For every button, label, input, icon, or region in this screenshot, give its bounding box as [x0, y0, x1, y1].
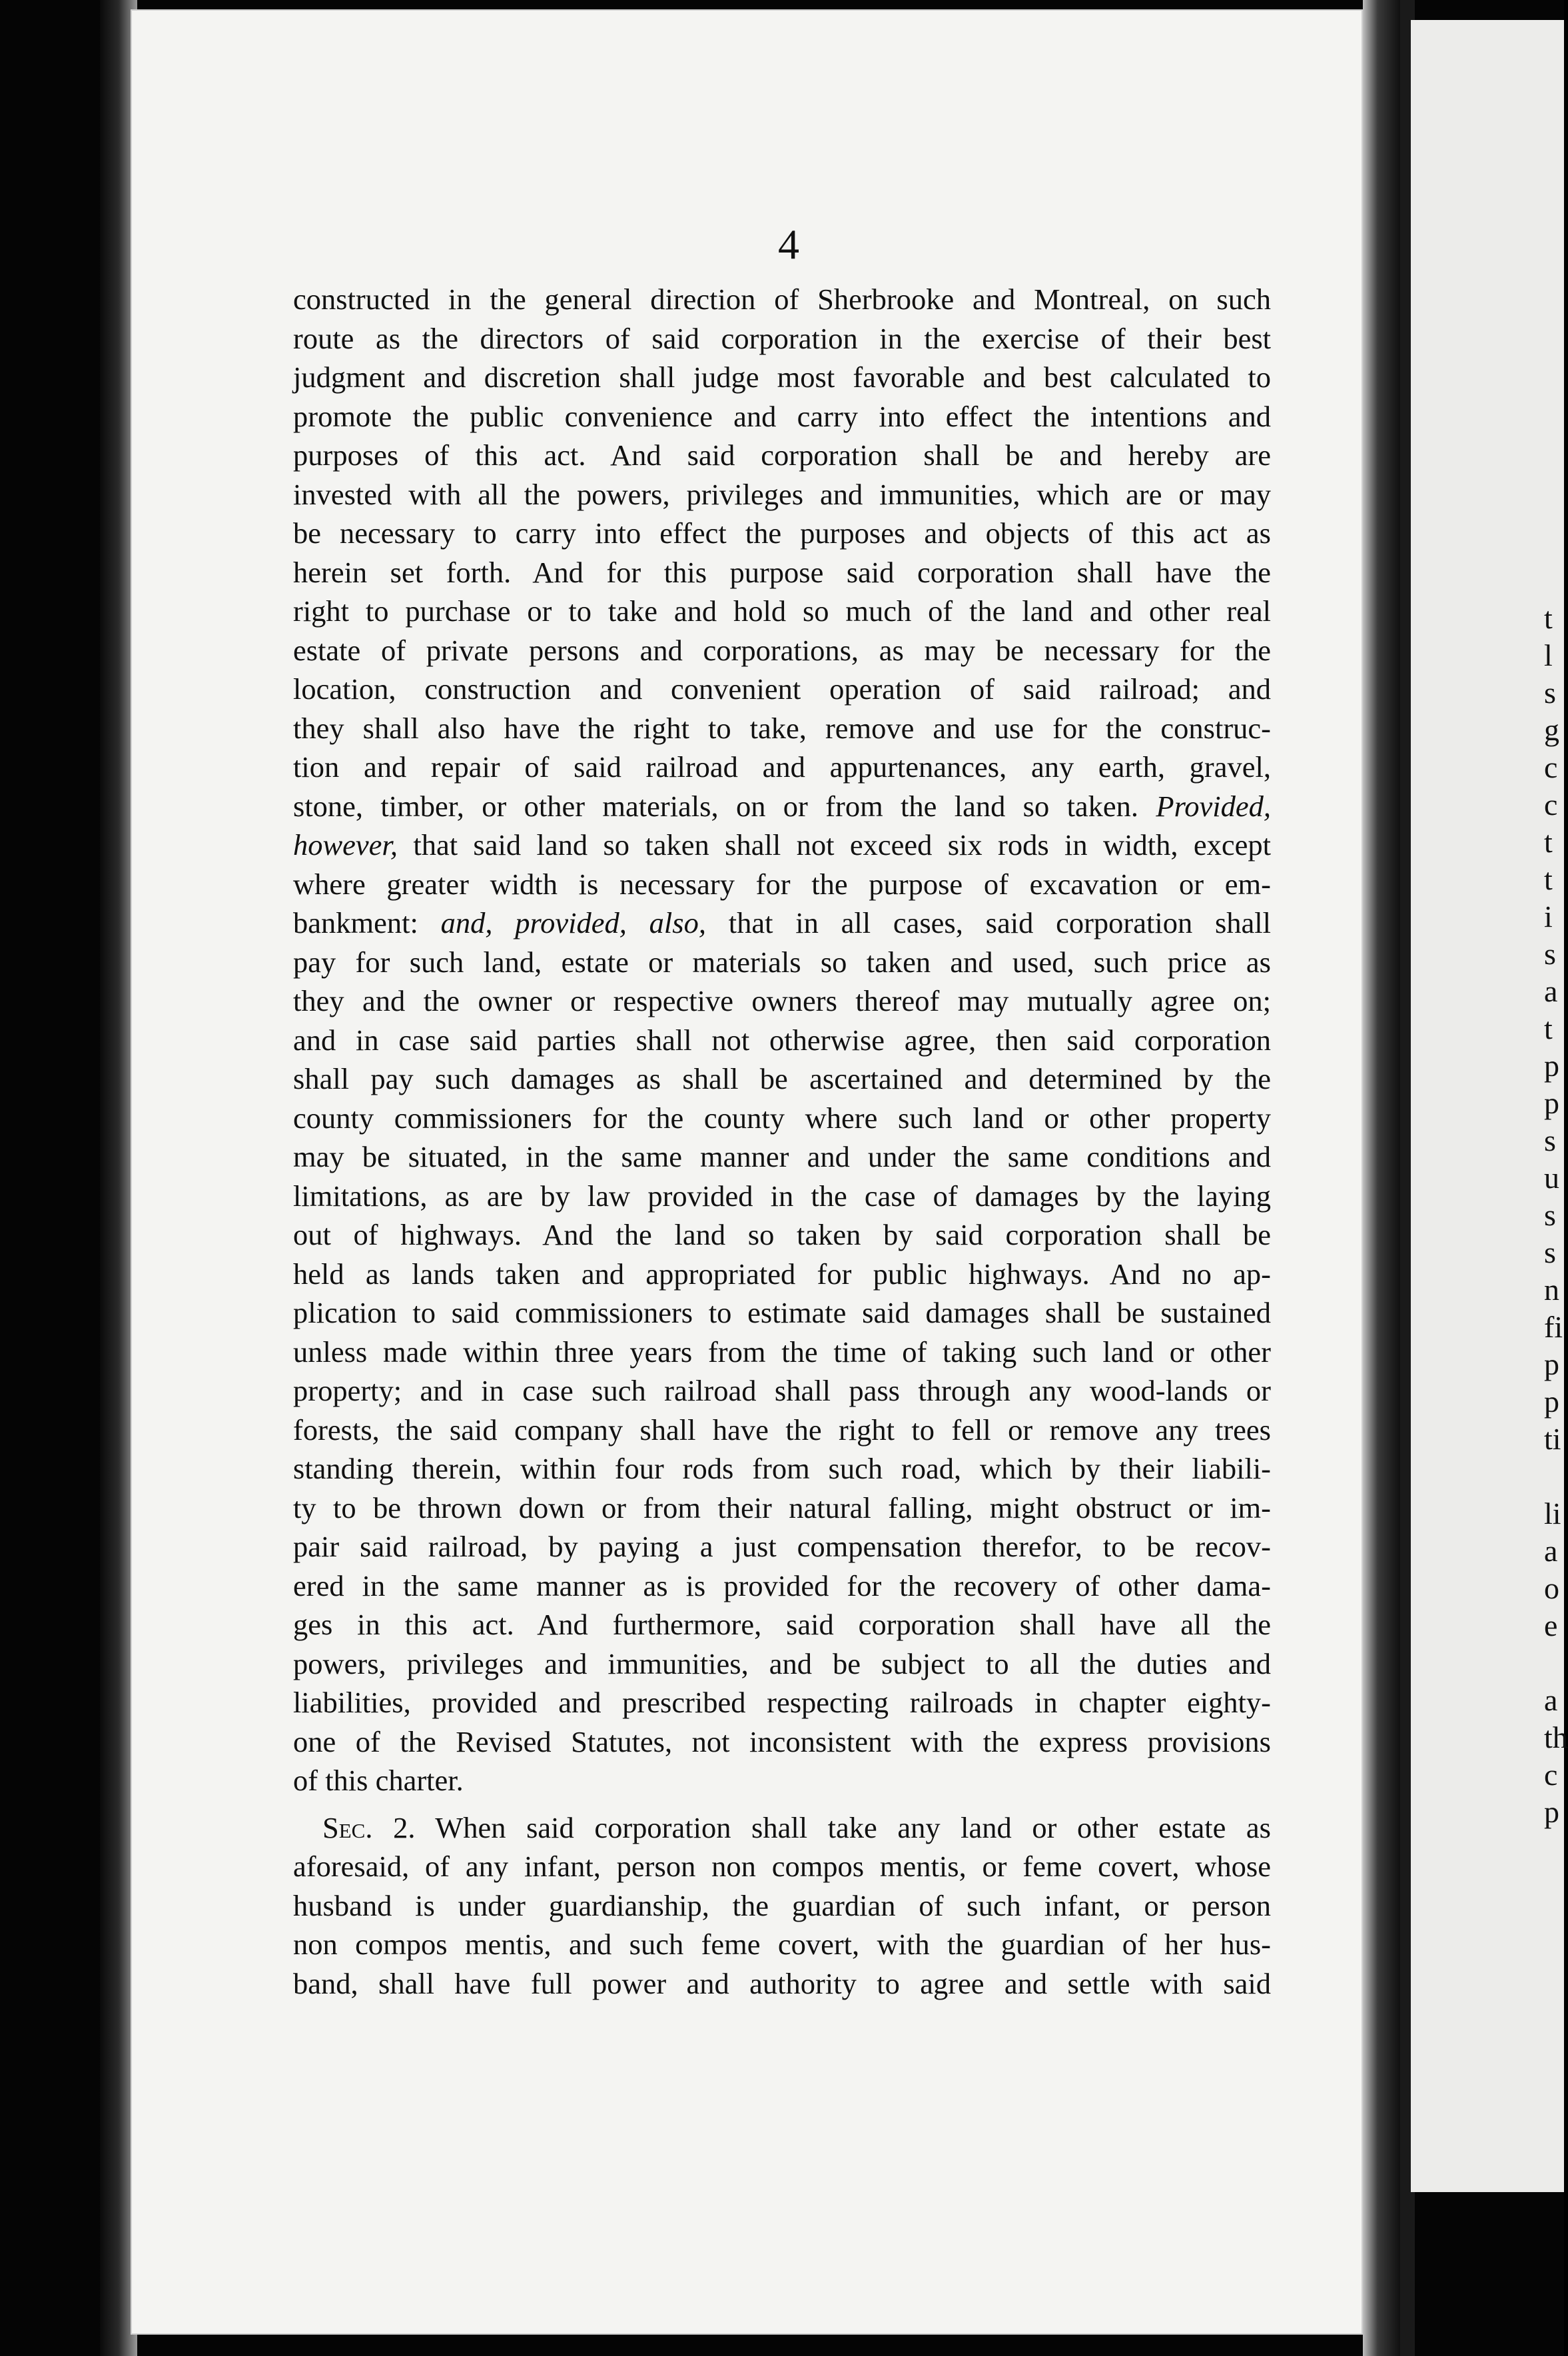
- text-line: plication to said commissioners to estimate said damages shall be sustained: [293, 1296, 1271, 1329]
- text-line: constructed in the general direction of Sherbrooke and Montreal, on such: [293, 283, 1271, 316]
- text-line: where greater width is necessary for the purpose of excavation or em-: [293, 867, 1271, 901]
- text-line: of this charter.: [293, 1764, 464, 1797]
- body-text: [293, 280, 1271, 2003]
- paragraph-1: [293, 280, 1271, 1800]
- section-label: Sec. 2.: [322, 1810, 416, 1844]
- italic-however: however,: [293, 828, 398, 862]
- italic-and-provided-also: and, provided, also,: [440, 906, 706, 939]
- text-line: they shall also have the right to take, remove and use for the construc-: [293, 711, 1271, 745]
- text-line: and in case said parties shall not otherwise agree, then said corporation: [293, 1023, 1271, 1057]
- text-line: county commissioners for the county where such land or other property: [293, 1101, 1271, 1135]
- text-line: unless made within three years from the time of taking such land or other: [293, 1335, 1271, 1369]
- text-line: judgment and discretion shall judge most favorable and best calculated to: [293, 360, 1271, 394]
- text-line: held as lands taken and appropriated for public highways. And no ap-: [293, 1257, 1271, 1291]
- text-line: shall pay such damages as shall be ascertained and determined by the: [293, 1062, 1271, 1095]
- text-segment: that in all cases, said corporation shall: [728, 906, 1272, 939]
- text-line: ty to be thrown down or from their natural falling, might obstruct or im-: [293, 1490, 1271, 1524]
- text-segment: that said land so taken shall not exceed six rods in width, except: [397, 828, 1271, 862]
- text-line: band, shall have full power and authority to agree and settle with said: [293, 1966, 1271, 2000]
- text-line: be necessary to carry into effect the purposes and objects of this act as: [293, 516, 1271, 550]
- text-line: route as the directors of said corporation in the exercise of their best: [293, 321, 1271, 355]
- text-line: forests, the said company shall have the right to fell or remove any trees: [293, 1413, 1271, 1447]
- text-line: one of the Revised Statutes, not inconsistent with the express provisions: [293, 1724, 1271, 1758]
- text-line: tion and repair of said railroad and appurtenances, any earth, gravel,: [293, 750, 1271, 784]
- text-line: purposes of this act. And said corporation shall be and hereby are: [293, 438, 1271, 472]
- text-line-with-italic: [293, 787, 1271, 826]
- text-line: ered in the same manner as is provided for the recovery of other dama-: [293, 1568, 1271, 1602]
- text-line: pair said railroad, by paying a just compensation therefor, to be recov-: [293, 1530, 1271, 1563]
- text-line: powers, privileges and immunities, and be subject to all the duties and: [293, 1646, 1271, 1680]
- text-line: estate of private persons and corporations, as may be necessary for the: [293, 633, 1271, 667]
- text-line: location, construction and convenient operation of said railroad; and: [293, 672, 1271, 706]
- text-line: they and the owner or respective owners thereof may mutually agree on;: [293, 984, 1271, 1017]
- text-segment: When said corporation shall take any land or other estate as: [435, 1810, 1271, 1844]
- text-line: may be situated, in the same manner and under the same conditions and: [293, 1140, 1271, 1173]
- text-segment: stone, timber, or other materials, on or from the land so taken.: [293, 789, 1139, 823]
- facing-page-text-fragment: t l s g c c t t i s a t p p s u s s n fi p p ti li a o e a th c p: [1544, 601, 1568, 1829]
- italic-provided: Provided,: [1156, 789, 1271, 823]
- text-line: limitations, as are by law provided in the case of damages by the laying: [293, 1179, 1271, 1213]
- text-line: standing therein, within four rods from such road, which by their liabili-: [293, 1452, 1271, 1485]
- paragraph-section-2: [293, 1808, 1271, 2004]
- text-line: liabilities, provided and prescribed respecting railroads in chapter eighty-: [293, 1686, 1271, 1719]
- text-line: pay for such land, estate or materials so taken and used, such price as: [293, 945, 1271, 979]
- text-line: property; and in case such railroad shall pass through any wood-lands or: [293, 1374, 1271, 1407]
- text-line: invested with all the powers, privileges and immunities, which are or may: [293, 477, 1271, 511]
- text-line-with-section-label: [293, 1808, 1271, 1848]
- text-segment: bankment:: [293, 906, 418, 939]
- text-line: out of highways. And the land so taken by said corporation shall be: [293, 1218, 1271, 1251]
- page-right-edge: [1363, 0, 1400, 2356]
- text-line: non compos mentis, and such feme covert, with the guardian of her hus-: [293, 1928, 1271, 1961]
- text-line: aforesaid, of any infant, person non compos mentis, or feme covert, whose: [293, 1850, 1271, 1883]
- text-line: [293, 826, 1271, 865]
- text-line: herein set forth. And for this purpose said corporation shall have the: [293, 555, 1271, 589]
- text-line: ges in this act. And furthermore, said corporation shall have all the: [293, 1608, 1271, 1641]
- facing-page: [1411, 20, 1568, 2192]
- text-line: promote the public convenience and carry into effect the intentions and: [293, 399, 1271, 433]
- text-line-with-italic: [293, 903, 1271, 943]
- text-line: right to purchase or to take and hold so much of the land and other real: [293, 594, 1271, 628]
- page-number: 4: [778, 221, 799, 268]
- text-line: husband is under guardianship, the guardian of such infant, or person: [293, 1888, 1271, 1922]
